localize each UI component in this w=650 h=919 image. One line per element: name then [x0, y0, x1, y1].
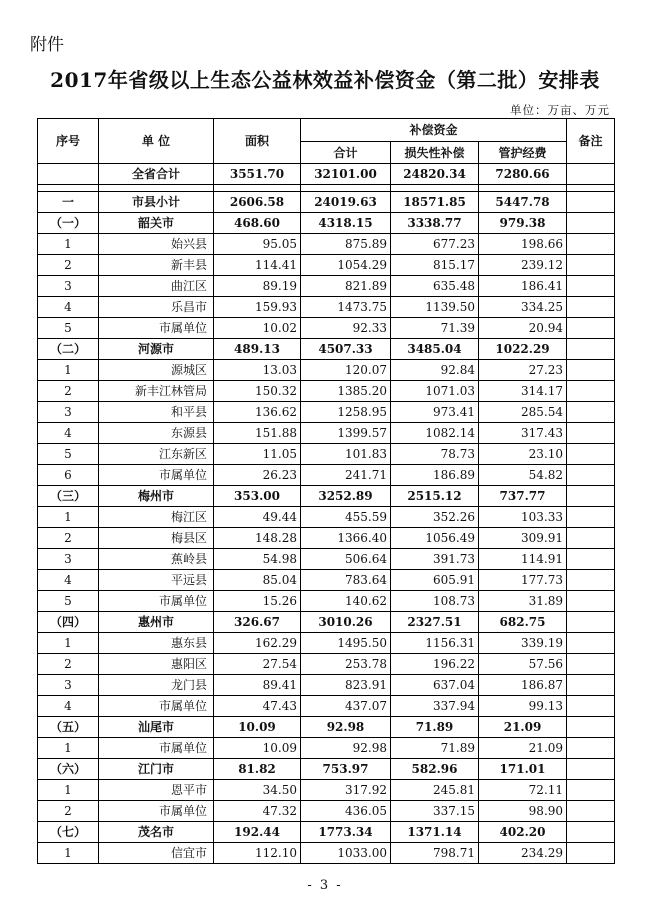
cell-total: 32101.00: [301, 164, 391, 185]
cell-remark: [567, 822, 615, 843]
cell-mgmt: 171.01: [479, 759, 567, 780]
table-row: [38, 192, 615, 213]
cell-mgmt: 285.54: [479, 402, 567, 423]
cell-remark: [567, 780, 615, 801]
table-row: [38, 591, 615, 612]
spacer-cell: [99, 185, 214, 192]
cell-loss: 71.89: [391, 738, 479, 759]
cell-area: 89.19: [214, 276, 301, 297]
spacer-cell: [391, 185, 479, 192]
cell-mgmt: 20.94: [479, 318, 567, 339]
cell-total: 24019.63: [301, 192, 391, 213]
cell-loss: 1371.14: [391, 822, 479, 843]
cell-seq: 3: [38, 675, 99, 696]
cell-remark: [567, 360, 615, 381]
cell-unit: 市属单位: [99, 465, 214, 486]
cell-unit: 惠州市: [99, 612, 214, 633]
cell-seq: 1: [38, 234, 99, 255]
cell-total: 253.78: [301, 654, 391, 675]
table-row: [38, 213, 615, 234]
cell-remark: [567, 801, 615, 822]
cell-area: 150.32: [214, 381, 301, 402]
cell-seq: 2: [38, 528, 99, 549]
cell-seq: 6: [38, 465, 99, 486]
attachment-label: 附件: [30, 35, 64, 55]
page-number: - 3 -: [307, 878, 343, 893]
cell-total: 875.89: [301, 234, 391, 255]
table-row: [38, 276, 615, 297]
cell-remark: [567, 612, 615, 633]
cell-mgmt: 72.11: [479, 780, 567, 801]
table-row: [38, 570, 615, 591]
table-row: [38, 717, 615, 738]
spacer-cell: [301, 185, 391, 192]
table-row: [38, 654, 615, 675]
cell-loss: 605.91: [391, 570, 479, 591]
table-row: [38, 339, 615, 360]
cell-seq: 4: [38, 696, 99, 717]
cell-remark: [567, 696, 615, 717]
cell-loss: 18571.85: [391, 192, 479, 213]
cell-total: 140.62: [301, 591, 391, 612]
cell-mgmt: 27.23: [479, 360, 567, 381]
cell-total: 506.64: [301, 549, 391, 570]
cell-mgmt: 1022.29: [479, 339, 567, 360]
cell-seq: （五）: [38, 717, 99, 738]
cell-area: 27.54: [214, 654, 301, 675]
cell-area: 468.60: [214, 213, 301, 234]
cell-area: 353.00: [214, 486, 301, 507]
cell-seq: 5: [38, 591, 99, 612]
cell-seq: 5: [38, 318, 99, 339]
cell-total: 1399.57: [301, 423, 391, 444]
header-remark: 备注: [567, 119, 615, 164]
cell-total: 1258.95: [301, 402, 391, 423]
cell-unit: 乐昌市: [99, 297, 214, 318]
cell-loss: 637.04: [391, 675, 479, 696]
cell-unit: 茂名市: [99, 822, 214, 843]
cell-remark: [567, 381, 615, 402]
cell-unit: 市属单位: [99, 801, 214, 822]
cell-area: 47.32: [214, 801, 301, 822]
cell-unit: 惠阳区: [99, 654, 214, 675]
table-row: [38, 822, 615, 843]
spacer-cell: [479, 185, 567, 192]
cell-seq: 4: [38, 570, 99, 591]
cell-unit: 市属单位: [99, 318, 214, 339]
cell-loss: 677.23: [391, 234, 479, 255]
cell-loss: 71.89: [391, 717, 479, 738]
cell-area: 136.62: [214, 402, 301, 423]
cell-mgmt: 682.75: [479, 612, 567, 633]
cell-unit: 梅江区: [99, 507, 214, 528]
cell-mgmt: 23.10: [479, 444, 567, 465]
cell-remark: [567, 486, 615, 507]
cell-remark: [567, 738, 615, 759]
cell-mgmt: 57.56: [479, 654, 567, 675]
cell-area: 10.09: [214, 738, 301, 759]
cell-unit: 始兴县: [99, 234, 214, 255]
header-loss: 损失性补偿: [391, 142, 479, 164]
cell-area: 3551.70: [214, 164, 301, 185]
cell-mgmt: 5447.78: [479, 192, 567, 213]
cell-remark: [567, 192, 615, 213]
cell-area: 95.05: [214, 234, 301, 255]
cell-seq: 一: [38, 192, 99, 213]
cell-total: 437.07: [301, 696, 391, 717]
cell-loss: 815.17: [391, 255, 479, 276]
cell-total: 4507.33: [301, 339, 391, 360]
cell-mgmt: 186.41: [479, 276, 567, 297]
cell-unit: 信宜市: [99, 843, 214, 864]
cell-unit: 市属单位: [99, 591, 214, 612]
cell-seq: 2: [38, 255, 99, 276]
table-row: [38, 612, 615, 633]
cell-area: 13.03: [214, 360, 301, 381]
cell-loss: 2327.51: [391, 612, 479, 633]
cell-area: 162.29: [214, 633, 301, 654]
cell-area: 26.23: [214, 465, 301, 486]
cell-seq: 1: [38, 507, 99, 528]
cell-loss: 92.84: [391, 360, 479, 381]
cell-seq: 1: [38, 843, 99, 864]
cell-total: 3010.26: [301, 612, 391, 633]
cell-remark: [567, 444, 615, 465]
cell-seq: 4: [38, 297, 99, 318]
cell-remark: [567, 843, 615, 864]
cell-total: 92.98: [301, 717, 391, 738]
cell-unit: 曲江区: [99, 276, 214, 297]
header-unit: 单 位: [99, 119, 214, 164]
cell-mgmt: 309.91: [479, 528, 567, 549]
cell-mgmt: 31.89: [479, 591, 567, 612]
cell-area: 11.05: [214, 444, 301, 465]
table-row: [38, 780, 615, 801]
table-row: [38, 759, 615, 780]
cell-mgmt: 339.19: [479, 633, 567, 654]
cell-unit: 新丰县: [99, 255, 214, 276]
cell-loss: 1071.03: [391, 381, 479, 402]
cell-mgmt: 334.25: [479, 297, 567, 318]
cell-loss: 78.73: [391, 444, 479, 465]
cell-remark: [567, 549, 615, 570]
cell-remark: [567, 234, 615, 255]
cell-total: 120.07: [301, 360, 391, 381]
table-row: [38, 402, 615, 423]
cell-seq: （二）: [38, 339, 99, 360]
table-row: [38, 738, 615, 759]
cell-seq: 3: [38, 402, 99, 423]
document-title: 2017年省级以上生态公益林效益补偿资金（第二批）安排表: [50, 68, 600, 92]
cell-mgmt: 198.66: [479, 234, 567, 255]
table-row: [38, 465, 615, 486]
cell-mgmt: 314.17: [479, 381, 567, 402]
cell-loss: 3485.04: [391, 339, 479, 360]
cell-unit: 惠东县: [99, 633, 214, 654]
cell-area: 326.67: [214, 612, 301, 633]
cell-remark: [567, 759, 615, 780]
cell-loss: 582.96: [391, 759, 479, 780]
cell-loss: 3338.77: [391, 213, 479, 234]
table-row: [38, 486, 615, 507]
cell-area: 89.41: [214, 675, 301, 696]
cell-remark: [567, 318, 615, 339]
cell-total: 4318.15: [301, 213, 391, 234]
cell-remark: [567, 339, 615, 360]
cell-remark: [567, 675, 615, 696]
cell-remark: [567, 255, 615, 276]
cell-seq: [38, 164, 99, 185]
cell-unit: 市属单位: [99, 738, 214, 759]
cell-total: 317.92: [301, 780, 391, 801]
table-row: [38, 675, 615, 696]
cell-mgmt: 7280.66: [479, 164, 567, 185]
spacer-cell: [38, 185, 99, 192]
cell-total: 823.91: [301, 675, 391, 696]
cell-mgmt: 177.73: [479, 570, 567, 591]
cell-remark: [567, 297, 615, 318]
table-row: [38, 164, 615, 185]
cell-mgmt: 317.43: [479, 423, 567, 444]
cell-remark: [567, 423, 615, 444]
cell-seq: 4: [38, 423, 99, 444]
funding-table: [37, 118, 615, 864]
cell-total: 92.98: [301, 738, 391, 759]
cell-mgmt: 239.12: [479, 255, 567, 276]
cell-unit: 汕尾市: [99, 717, 214, 738]
cell-area: 489.13: [214, 339, 301, 360]
cell-loss: 2515.12: [391, 486, 479, 507]
cell-remark: [567, 570, 615, 591]
cell-mgmt: 979.38: [479, 213, 567, 234]
cell-unit: 市属单位: [99, 696, 214, 717]
cell-mgmt: 98.90: [479, 801, 567, 822]
cell-mgmt: 402.20: [479, 822, 567, 843]
cell-total: 1033.00: [301, 843, 391, 864]
cell-remark: [567, 402, 615, 423]
cell-unit: 龙门县: [99, 675, 214, 696]
table-row: [38, 360, 615, 381]
cell-remark: [567, 717, 615, 738]
cell-loss: 1139.50: [391, 297, 479, 318]
cell-mgmt: 114.91: [479, 549, 567, 570]
cell-seq: 1: [38, 360, 99, 381]
table-row: [38, 507, 615, 528]
header-seq: 序号: [38, 119, 99, 164]
cell-seq: 2: [38, 381, 99, 402]
cell-total: 1385.20: [301, 381, 391, 402]
cell-loss: 337.15: [391, 801, 479, 822]
cell-mgmt: 234.29: [479, 843, 567, 864]
cell-mgmt: 103.33: [479, 507, 567, 528]
cell-mgmt: 54.82: [479, 465, 567, 486]
cell-seq: （六）: [38, 759, 99, 780]
table-row: [38, 633, 615, 654]
cell-seq: 1: [38, 738, 99, 759]
table-row: [38, 549, 615, 570]
cell-seq: （七）: [38, 822, 99, 843]
spacer-cell: [214, 185, 301, 192]
cell-unit: 梅州市: [99, 486, 214, 507]
cell-area: 34.50: [214, 780, 301, 801]
cell-area: 15.26: [214, 591, 301, 612]
spacer-cell: [567, 185, 615, 192]
cell-total: 92.33: [301, 318, 391, 339]
table-row: [38, 255, 615, 276]
cell-total: 1495.50: [301, 633, 391, 654]
cell-loss: 245.81: [391, 780, 479, 801]
cell-unit: 市县小计: [99, 192, 214, 213]
cell-mgmt: 186.87: [479, 675, 567, 696]
cell-seq: 1: [38, 633, 99, 654]
cell-remark: [567, 507, 615, 528]
cell-total: 436.05: [301, 801, 391, 822]
cell-seq: （一）: [38, 213, 99, 234]
cell-area: 10.02: [214, 318, 301, 339]
cell-unit: 江门市: [99, 759, 214, 780]
cell-unit: 韶关市: [99, 213, 214, 234]
cell-remark: [567, 591, 615, 612]
cell-loss: 1156.31: [391, 633, 479, 654]
cell-area: 114.41: [214, 255, 301, 276]
cell-remark: [567, 213, 615, 234]
cell-total: 753.97: [301, 759, 391, 780]
cell-total: 783.64: [301, 570, 391, 591]
cell-remark: [567, 654, 615, 675]
cell-area: 49.44: [214, 507, 301, 528]
cell-area: 192.44: [214, 822, 301, 843]
cell-area: 81.82: [214, 759, 301, 780]
cell-unit: 东源县: [99, 423, 214, 444]
table-row: [38, 801, 615, 822]
cell-total: 821.89: [301, 276, 391, 297]
cell-mgmt: 99.13: [479, 696, 567, 717]
cell-seq: （四）: [38, 612, 99, 633]
cell-area: 10.09: [214, 717, 301, 738]
cell-remark: [567, 528, 615, 549]
cell-unit: 源城区: [99, 360, 214, 381]
cell-unit: 恩平市: [99, 780, 214, 801]
cell-loss: 1082.14: [391, 423, 479, 444]
cell-area: 148.28: [214, 528, 301, 549]
cell-loss: 391.73: [391, 549, 479, 570]
cell-seq: 3: [38, 549, 99, 570]
cell-remark: [567, 465, 615, 486]
cell-total: 1473.75: [301, 297, 391, 318]
cell-loss: 108.73: [391, 591, 479, 612]
table-row: [38, 381, 615, 402]
cell-mgmt: 21.09: [479, 738, 567, 759]
cell-area: 159.93: [214, 297, 301, 318]
cell-area: 54.98: [214, 549, 301, 570]
header-funds: 补偿资金: [301, 119, 567, 142]
cell-seq: （三）: [38, 486, 99, 507]
cell-unit: 平远县: [99, 570, 214, 591]
cell-loss: 196.22: [391, 654, 479, 675]
cell-loss: 1056.49: [391, 528, 479, 549]
cell-loss: 352.26: [391, 507, 479, 528]
cell-unit: 和平县: [99, 402, 214, 423]
cell-area: 47.43: [214, 696, 301, 717]
cell-seq: 1: [38, 780, 99, 801]
cell-unit: 江东新区: [99, 444, 214, 465]
spacer-row: [38, 185, 615, 192]
cell-total: 101.83: [301, 444, 391, 465]
cell-unit: 梅县区: [99, 528, 214, 549]
cell-seq: 3: [38, 276, 99, 297]
cell-loss: 973.41: [391, 402, 479, 423]
cell-loss: 71.39: [391, 318, 479, 339]
cell-loss: 635.48: [391, 276, 479, 297]
cell-seq: 2: [38, 801, 99, 822]
cell-total: 455.59: [301, 507, 391, 528]
cell-remark: [567, 276, 615, 297]
cell-unit: 新丰江林管局: [99, 381, 214, 402]
table-row: [38, 696, 615, 717]
cell-loss: 186.89: [391, 465, 479, 486]
cell-total: 1773.34: [301, 822, 391, 843]
cell-remark: [567, 164, 615, 185]
table-row: [38, 444, 615, 465]
cell-loss: 798.71: [391, 843, 479, 864]
cell-loss: 24820.34: [391, 164, 479, 185]
cell-area: 2606.58: [214, 192, 301, 213]
header-total: 合计: [301, 142, 391, 164]
table-row: [38, 318, 615, 339]
table-row: [38, 234, 615, 255]
table-row: [38, 297, 615, 318]
cell-remark: [567, 633, 615, 654]
table-row: [38, 843, 615, 864]
header-area: 面积: [214, 119, 301, 164]
header-mgmt: 管护经费: [479, 142, 567, 164]
cell-loss: 337.94: [391, 696, 479, 717]
cell-unit: 河源市: [99, 339, 214, 360]
cell-total: 1054.29: [301, 255, 391, 276]
table-row: [38, 528, 615, 549]
cell-mgmt: 737.77: [479, 486, 567, 507]
cell-unit: 蕉岭县: [99, 549, 214, 570]
cell-total: 1366.40: [301, 528, 391, 549]
cell-area: 112.10: [214, 843, 301, 864]
cell-seq: 2: [38, 654, 99, 675]
cell-mgmt: 21.09: [479, 717, 567, 738]
cell-total: 241.71: [301, 465, 391, 486]
cell-area: 151.88: [214, 423, 301, 444]
cell-unit: 全省合计: [99, 164, 214, 185]
table-row: [38, 423, 615, 444]
cell-seq: 5: [38, 444, 99, 465]
cell-total: 3252.89: [301, 486, 391, 507]
cell-area: 85.04: [214, 570, 301, 591]
unit-note: 单位：万亩、万元: [510, 103, 610, 117]
